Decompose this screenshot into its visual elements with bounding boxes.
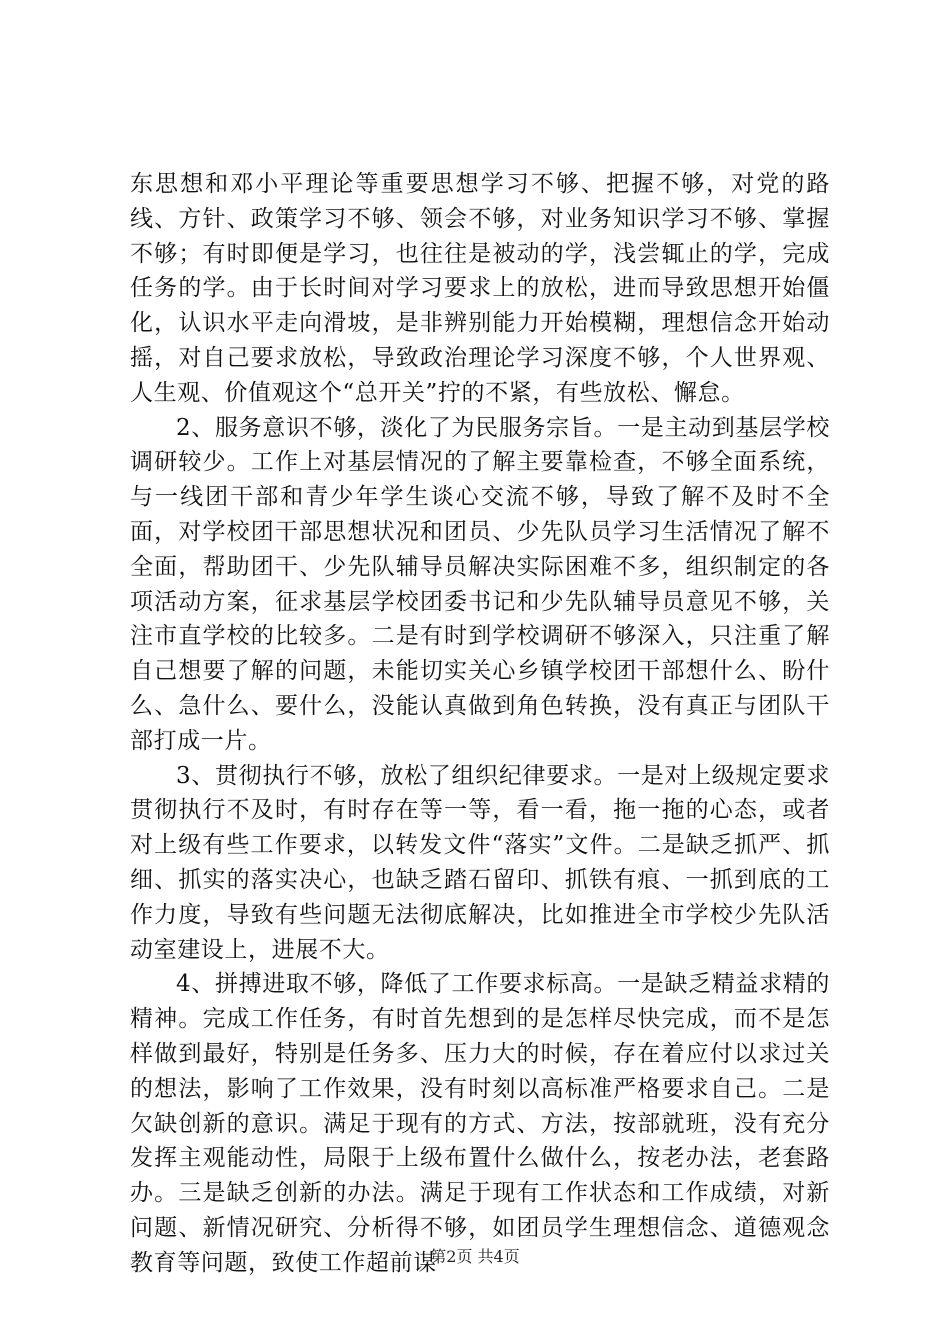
body-text bbox=[130, 167, 830, 1281]
paragraph-implementation: 3、贯彻执行不够，放松了组织纪律要求。一是对上级规定要求贯彻执行不及时，有时存在等一等，看一看，拖一拖的心态，或者对上级有些工作要求，以转发文件“落实”文件。二是缺乏抓严、抓细、抓实的落实决心，也缺乏踏石留印、抓铁有痕、一抓到底的工作力度，导致有些问题无法彻底解决，比如推进全市学校少先队活动室建设上，进展不大。 bbox=[130, 762, 830, 963]
paragraph-service-awareness: 2、服务意识不够，淡化了为民服务宗旨。一是主动到基层学校调研较少。工作上对基层情况的了解主要靠检查，不够全面系统，与一线团干部和青少年学生谈心交流不够，导致了解不及时不全面，对学校团干部思想状况和团员、少先队员学习生活情况了解不全面，帮助团干、少先队辅导员解决实际困难不多，组织制定的各项活动方案，征求基层学校团委书记和少先队辅导员意见不够，关注市直学校的比较多。二是有时到学校调研不够深入，只注重了解自己想要了解的问题，未能切实关心乡镇学校团干部想什么、盼什么、急什么、要什么，没能认真做到角色转换，没有真正与团队干部打成一片。 bbox=[130, 414, 830, 754]
paragraph-continuation: 东思想和邓小平理论等重要思想学习不够、把握不够，对党的路线、方针、政策学习不够、领会不够，对业务知识学习不够、掌握不够；有时即便是学习，也往往是被动的学，浅尝辄止的学，完成任务的学。由于长时间对学习要求上的放松，进而导致思想开始僵化，认识水平走向滑坡，是非辨别能力开始模糊，理想信念开始动摇，对自己要求放松，导致政治理论学习深度不够，个人世界观、人生观、价值观这个“总开关”拧的不紧，有些放松、懈怠。 bbox=[130, 171, 830, 406]
paragraph-striving: 4、拼搏进取不够，降低了工作要求标高。一是缺乏精益求精的精神。完成工作任务，有时首先想到的是怎样尽快完成，而不是怎样做到最好，特别是任务多、压力大的时候，存在着应付以求过关的想法，影响了工作效果，没有时刻以高标准严格要求自己。二是欠缺创新的意识。满足于现有的方式、方法，按部就班，没有充分发挥主观能动性，局限于上级布置什么做什么，按老办法，老套路办。三是缺乏创新的办法。满足于现有工作状态和工作成绩，对新问题、新情况研究、分析得不够，如团员学生理想信念、道德观念教育等问题，致使工作超前谋 bbox=[130, 971, 830, 1276]
page-number-footer: 第2页 共4页 bbox=[430, 1247, 520, 1266]
